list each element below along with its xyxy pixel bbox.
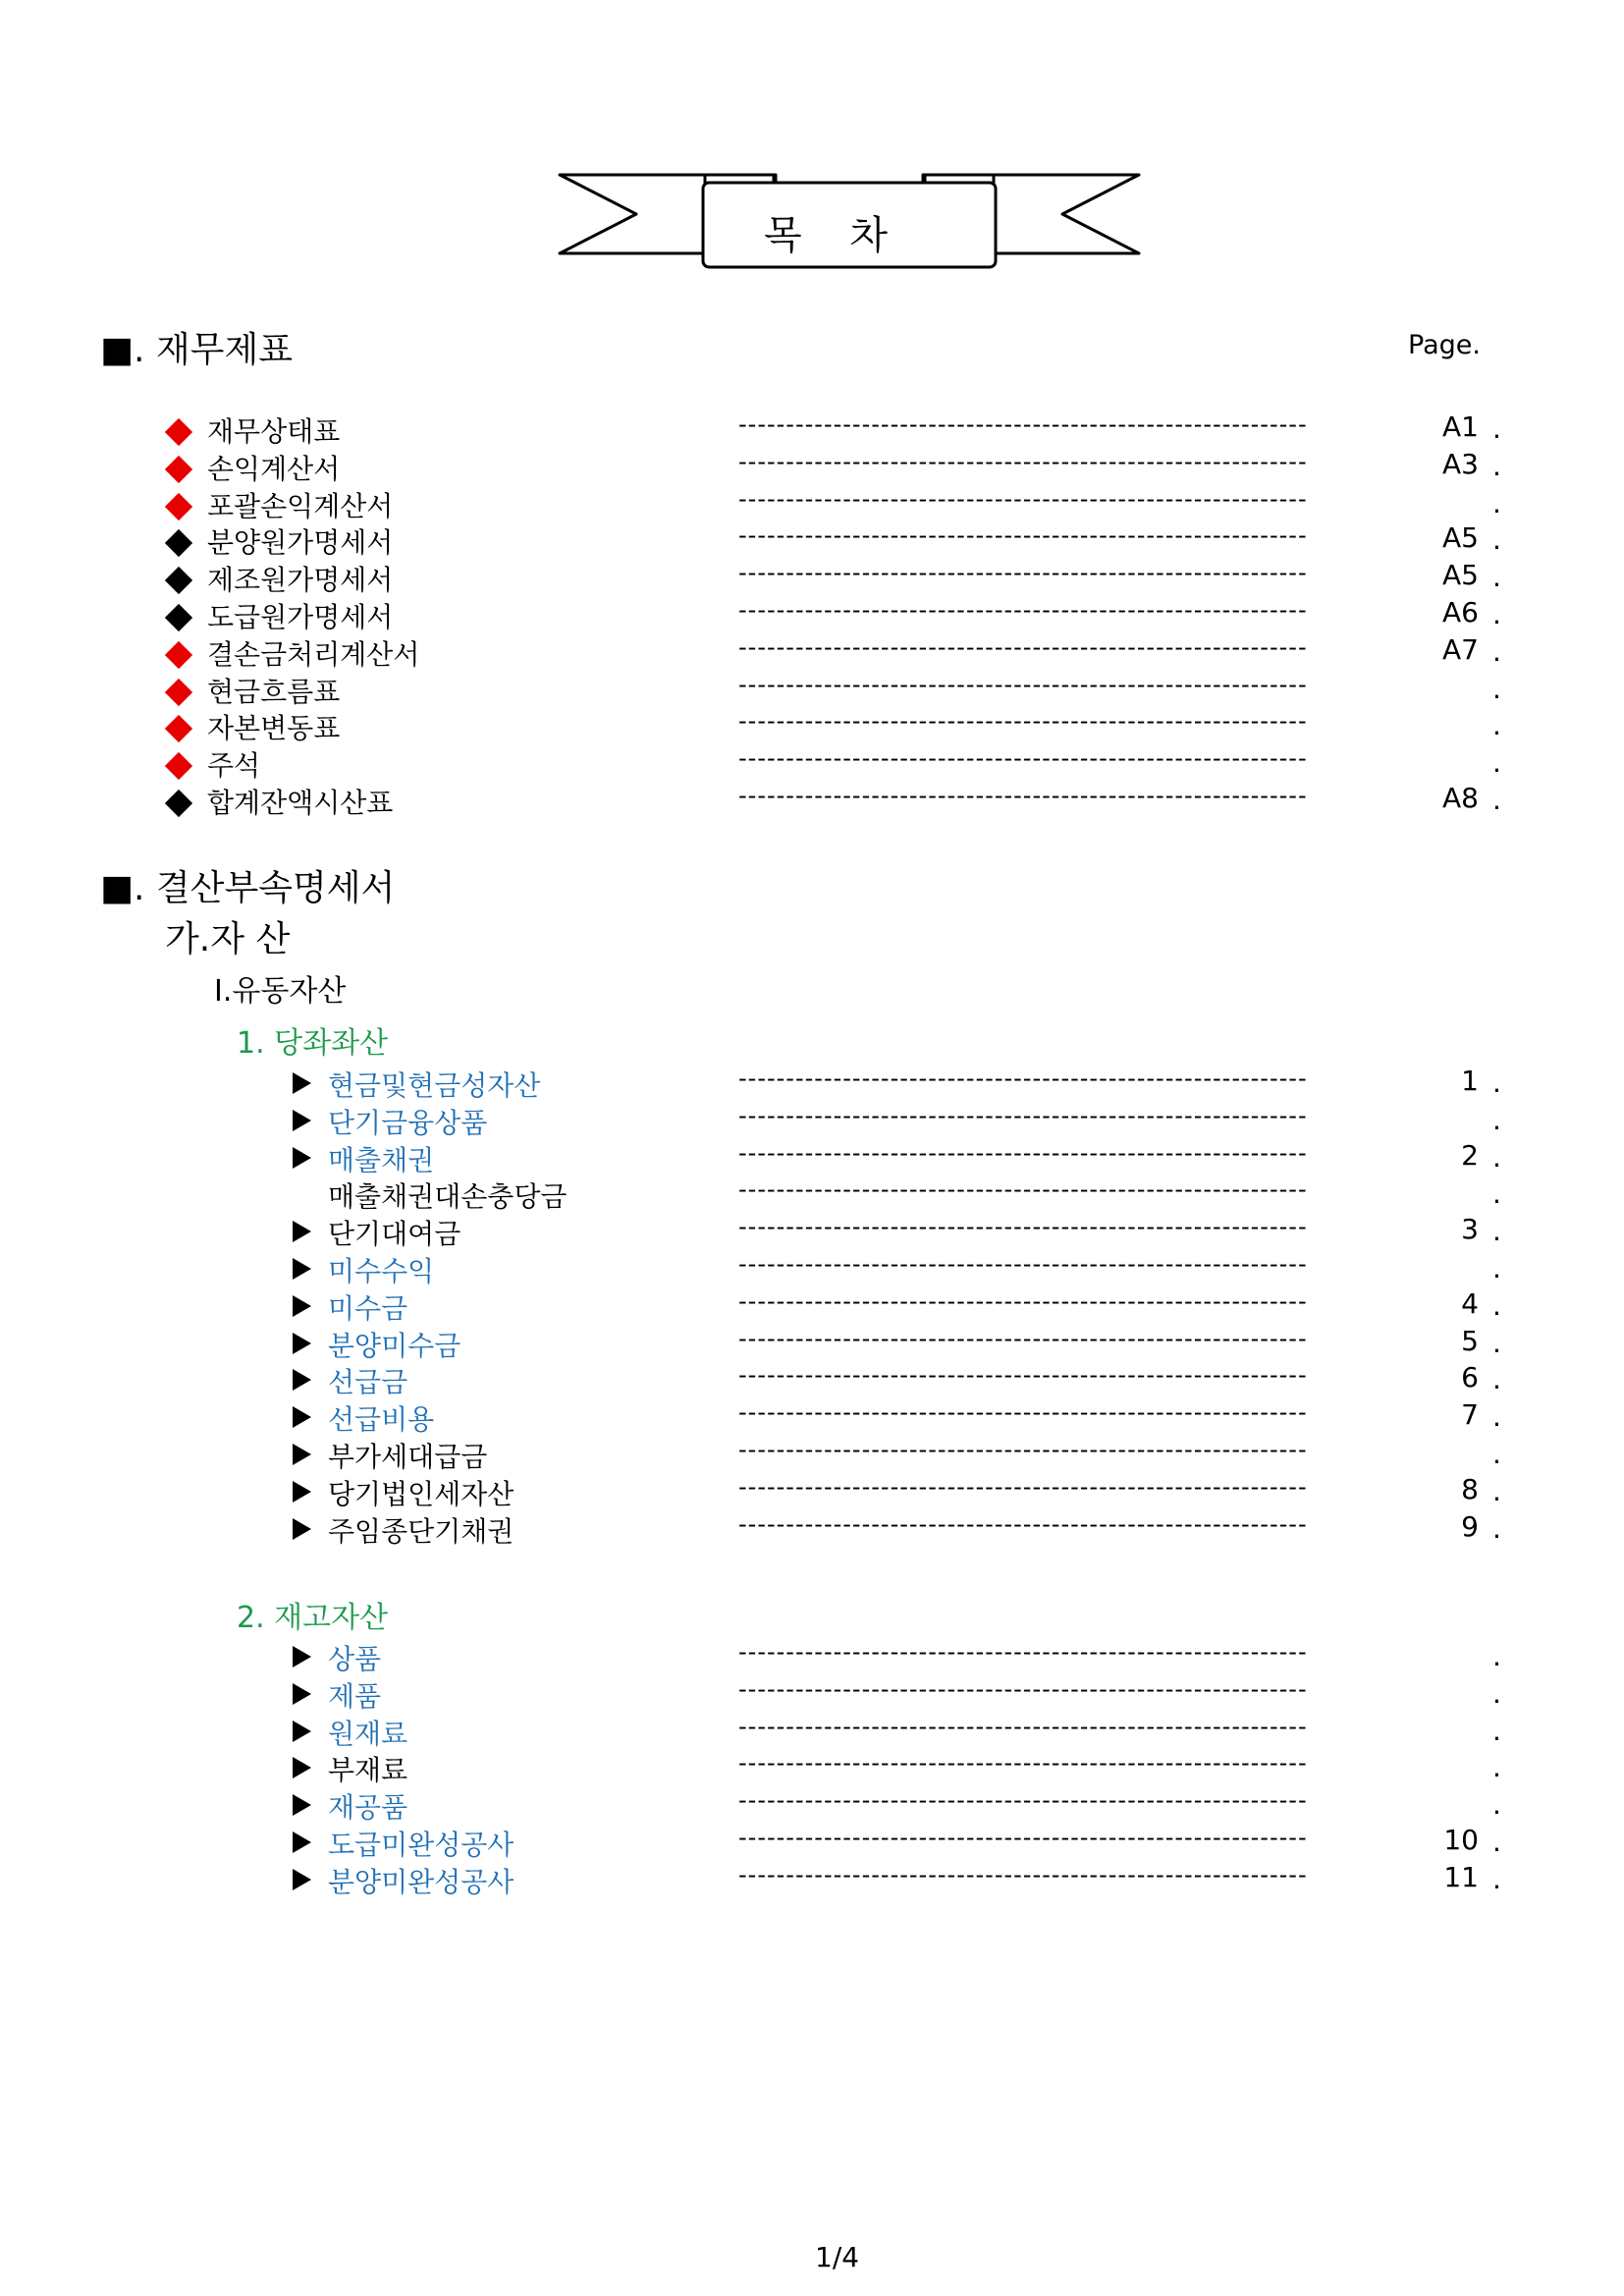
toc-row[interactable] [0, 521, 1624, 559]
triangle-bullet-icon [293, 1072, 311, 1094]
subheading-current-assets: Ⅰ.유동자산 [214, 974, 347, 1009]
dot-leader: ------------------------------------------------------------ [738, 1436, 1308, 1463]
triangle-bullet-icon [293, 1721, 311, 1742]
toc-page-number: A1 [1442, 410, 1479, 443]
dot-leader: ------------------------------------------------------------ [738, 1361, 1308, 1390]
dot-leader: ------------------------------------------------------------ [738, 596, 1308, 624]
dot-leader: ------------------------------------------------------------ [738, 1472, 1308, 1501]
toc-item-label: 재무상태표 [207, 415, 341, 448]
toc-item-label: 도급미완성공사 [328, 1829, 514, 1861]
triangle-bullet-icon [293, 1683, 311, 1705]
dot-leader: ------------------------------------------------------------ [738, 1509, 1308, 1538]
page-dot: . [1492, 1400, 1501, 1434]
toc-page-number: 5 [1461, 1324, 1479, 1357]
toc-row[interactable] [0, 1065, 1624, 1102]
page-dot: . [1492, 784, 1501, 816]
page-dot: . [1492, 746, 1501, 780]
dot-leader: ------------------------------------------------------------ [738, 1674, 1308, 1703]
toc-row[interactable] [0, 410, 1624, 448]
toc-item-label: 제품 [328, 1679, 382, 1713]
diamond-bullet-icon [165, 715, 192, 742]
toc-row[interactable] [0, 448, 1624, 485]
toc-row[interactable] [0, 1861, 1624, 1898]
dot-leader: ------------------------------------------------------------ [738, 1638, 1308, 1666]
toc-row[interactable] [0, 1638, 1624, 1675]
toc-item-label: 주임종단기채권 [328, 1514, 514, 1548]
toc-row[interactable] [0, 1675, 1624, 1713]
triangle-bullet-icon [293, 1258, 311, 1280]
page-dot: . [1492, 1215, 1501, 1248]
page-dot: . [1492, 634, 1501, 668]
dot-leader: ------------------------------------------------------------ [738, 1824, 1308, 1851]
dot-leader: ------------------------------------------------------------ [738, 1101, 1308, 1129]
page-dot: . [1492, 598, 1501, 630]
triangle-bullet-icon [293, 1221, 311, 1242]
toc-page-number: 10 [1443, 1824, 1479, 1856]
diamond-bullet-icon [165, 752, 192, 780]
dot-leader: ------------------------------------------------------------ [738, 521, 1308, 550]
toc-item-label: 자본변동표 [207, 712, 341, 745]
toc-item-label: 손익계산서 [207, 452, 341, 485]
dot-leader: ------------------------------------------------------------ [738, 410, 1308, 438]
toc-item-label: 분양미완성공사 [328, 1865, 514, 1898]
page-dot: . [1492, 1326, 1501, 1359]
toc-item-label: 합계잔액시산표 [207, 787, 394, 819]
toc-page-number: 4 [1461, 1286, 1479, 1320]
toc-row[interactable] [0, 1102, 1624, 1139]
diamond-bullet-icon [165, 567, 192, 594]
dot-leader: ------------------------------------------------------------ [738, 484, 1308, 513]
page-dot: . [1492, 1676, 1501, 1710]
toc-row[interactable] [0, 1398, 1624, 1436]
toc-item-label: 포괄손익계산서 [207, 489, 394, 522]
group-heading-inventory: 2. 재고자산 [237, 1601, 389, 1635]
toc-item-label: 분양원가명세서 [207, 526, 394, 560]
section-heading-supplementary: ■. 결산부속명세서 [100, 868, 396, 908]
toc-item-label: 상품 [328, 1643, 382, 1675]
toc-item-label: 도급원가명세서 [207, 601, 394, 633]
page-dot: . [1492, 1511, 1501, 1545]
triangle-bullet-icon [293, 1481, 311, 1503]
toc-item-label: 현금흐름표 [207, 675, 341, 708]
subheading-assets: 가.자 산 [165, 919, 291, 959]
diamond-bullet-icon [165, 641, 192, 669]
toc-page-number: A5 [1442, 559, 1479, 592]
toc-row[interactable] [0, 485, 1624, 522]
dot-leader: ------------------------------------------------------------ [738, 1749, 1308, 1777]
toc-row[interactable] [0, 1139, 1624, 1176]
diamond-bullet-icon [165, 790, 192, 817]
dot-leader: ------------------------------------------------------------ [738, 1286, 1308, 1315]
diamond-bullet-icon [165, 492, 192, 519]
diamond-bullet-icon [165, 529, 192, 557]
page-dot: . [1492, 1640, 1501, 1672]
page-dot: . [1492, 1288, 1501, 1322]
dot-leader: ------------------------------------------------------------ [738, 1065, 1308, 1092]
dot-leader: ------------------------------------------------------------ [738, 1712, 1308, 1740]
toc-page-number: 2 [1461, 1138, 1479, 1172]
toc-row[interactable] [0, 1824, 1624, 1861]
toc-row[interactable] [0, 1175, 1624, 1213]
toc-row[interactable] [0, 1361, 1624, 1398]
diamond-bullet-icon [165, 604, 192, 631]
toc-page-number: 6 [1461, 1361, 1479, 1394]
triangle-bullet-icon [293, 1333, 311, 1354]
triangle-bullet-icon [293, 1444, 311, 1465]
dot-leader: ------------------------------------------------------------ [738, 782, 1308, 809]
dot-leader: ------------------------------------------------------------ [738, 447, 1308, 475]
toc-row[interactable] [0, 782, 1624, 819]
section-heading-financial-statements: ■. 재무제표 [100, 330, 294, 370]
page-dot: . [1492, 1788, 1501, 1822]
page-dot: . [1492, 1363, 1501, 1396]
toc-row[interactable] [0, 1473, 1624, 1510]
page-dot: . [1492, 1438, 1501, 1470]
toc-item-label: 단기금융상품 [328, 1106, 488, 1139]
page-dot: . [1492, 1066, 1501, 1099]
toc-item-label: 제조원가명세서 [207, 564, 394, 597]
triangle-bullet-icon [293, 1831, 311, 1853]
toc-row[interactable] [0, 1786, 1624, 1824]
toc-row[interactable] [0, 1287, 1624, 1325]
diamond-bullet-icon [165, 678, 192, 705]
dot-leader: ------------------------------------------------------------ [738, 1250, 1308, 1278]
toc-row[interactable] [0, 707, 1624, 744]
toc-page-number: 3 [1461, 1213, 1479, 1246]
dot-leader: ------------------------------------------------------------ [738, 707, 1308, 736]
toc-page-number: 8 [1461, 1472, 1479, 1505]
triangle-bullet-icon [293, 1646, 311, 1667]
page-dot: . [1492, 1177, 1501, 1211]
page-dot: . [1492, 1140, 1501, 1174]
page-dot: . [1492, 523, 1501, 557]
toc-item-label: 매출채권대손충당금 [328, 1180, 568, 1214]
page-column-label: Page. [1408, 330, 1481, 360]
toc-item-label: 부재료 [328, 1754, 408, 1787]
toc-page-number: A3 [1442, 447, 1479, 480]
dot-leader: ------------------------------------------------------------ [738, 1786, 1308, 1815]
page-dot: . [1492, 1103, 1501, 1136]
dot-leader: ------------------------------------------------------------ [738, 1138, 1308, 1167]
toc-page-number: 1 [1461, 1065, 1479, 1097]
toc-row[interactable] [0, 1436, 1624, 1473]
page-dot: . [1492, 1751, 1501, 1784]
page-dot: . [1492, 486, 1501, 519]
triangle-bullet-icon [293, 1147, 311, 1169]
toc-item-label: 결손금처리계산서 [207, 637, 420, 671]
toc-item-label: 선급금 [328, 1366, 408, 1399]
toc-row[interactable] [0, 1713, 1624, 1750]
toc-item-label: 분양미수금 [328, 1329, 461, 1362]
dot-leader: ------------------------------------------------------------ [738, 1398, 1308, 1427]
toc-page-number: A5 [1442, 521, 1479, 555]
toc-row[interactable] [0, 1325, 1624, 1362]
triangle-bullet-icon [293, 1406, 311, 1428]
toc-item-label: 부가세대급금 [328, 1441, 488, 1473]
toc-page-number: A6 [1442, 596, 1479, 629]
toc-page-number: 9 [1461, 1509, 1479, 1543]
toc-page-number: A7 [1442, 632, 1479, 666]
page-indicator: 1/4 [815, 2241, 860, 2273]
triangle-bullet-icon [293, 1369, 311, 1391]
triangle-bullet-icon [293, 1869, 311, 1890]
page-dot: . [1492, 1252, 1501, 1285]
group-heading-quick-assets: 1. 당좌좌산 [237, 1026, 389, 1061]
toc-row[interactable] [0, 1250, 1624, 1287]
dot-leader: ------------------------------------------------------------ [738, 1175, 1308, 1204]
toc-row[interactable] [0, 1510, 1624, 1548]
dot-leader: ------------------------------------------------------------ [738, 559, 1308, 587]
page-dot: . [1492, 1714, 1501, 1747]
toc-item-label: 매출채권 [328, 1143, 435, 1176]
toc-item-label: 당기법인세자산 [328, 1477, 514, 1510]
page-dot: . [1492, 709, 1501, 742]
page-dot: . [1492, 412, 1501, 445]
dot-leader: ------------------------------------------------------------ [738, 1324, 1308, 1352]
dot-leader: ------------------------------------------------------------ [738, 744, 1308, 773]
page-dot: . [1492, 1826, 1501, 1858]
toc-item-label: 미수수익 [328, 1255, 435, 1287]
page-title: 목 차 [764, 213, 905, 258]
toc-item-label: 원재료 [328, 1717, 408, 1750]
triangle-bullet-icon [293, 1518, 311, 1540]
page-dot: . [1492, 449, 1501, 482]
toc-item-label: 미수금 [328, 1291, 408, 1325]
page-dot: . [1492, 672, 1501, 705]
toc-item-label: 선급비용 [328, 1403, 435, 1437]
toc-item-label: 현금및현금성자산 [328, 1069, 541, 1102]
dot-leader: ------------------------------------------------------------ [738, 1860, 1308, 1888]
page-dot: . [1492, 561, 1501, 594]
toc-item-label: 단기대여금 [328, 1218, 461, 1251]
toc-row[interactable] [0, 559, 1624, 596]
toc-item-label: 주석 [207, 749, 261, 783]
toc-row[interactable] [0, 1213, 1624, 1250]
toc-row[interactable] [0, 744, 1624, 782]
toc-page-number: A8 [1442, 782, 1479, 814]
diamond-bullet-icon [165, 418, 192, 446]
toc-item-label: 재공품 [328, 1791, 408, 1825]
triangle-bullet-icon [293, 1757, 311, 1778]
toc-row[interactable] [0, 671, 1624, 708]
toc-page-number: 11 [1443, 1860, 1479, 1893]
dot-leader: ------------------------------------------------------------ [738, 670, 1308, 698]
dot-leader: ------------------------------------------------------------ [738, 632, 1308, 661]
page-dot: . [1492, 1474, 1501, 1507]
toc-row[interactable] [0, 1749, 1624, 1786]
toc-page-number: 7 [1461, 1398, 1479, 1432]
triangle-bullet-icon [293, 1794, 311, 1816]
toc-row[interactable] [0, 633, 1624, 671]
triangle-bullet-icon [293, 1295, 311, 1317]
toc-row[interactable] [0, 596, 1624, 633]
dot-leader: ------------------------------------------------------------ [738, 1213, 1308, 1241]
diamond-bullet-icon [165, 456, 192, 483]
triangle-bullet-icon [293, 1110, 311, 1131]
page-dot: . [1492, 1862, 1501, 1895]
